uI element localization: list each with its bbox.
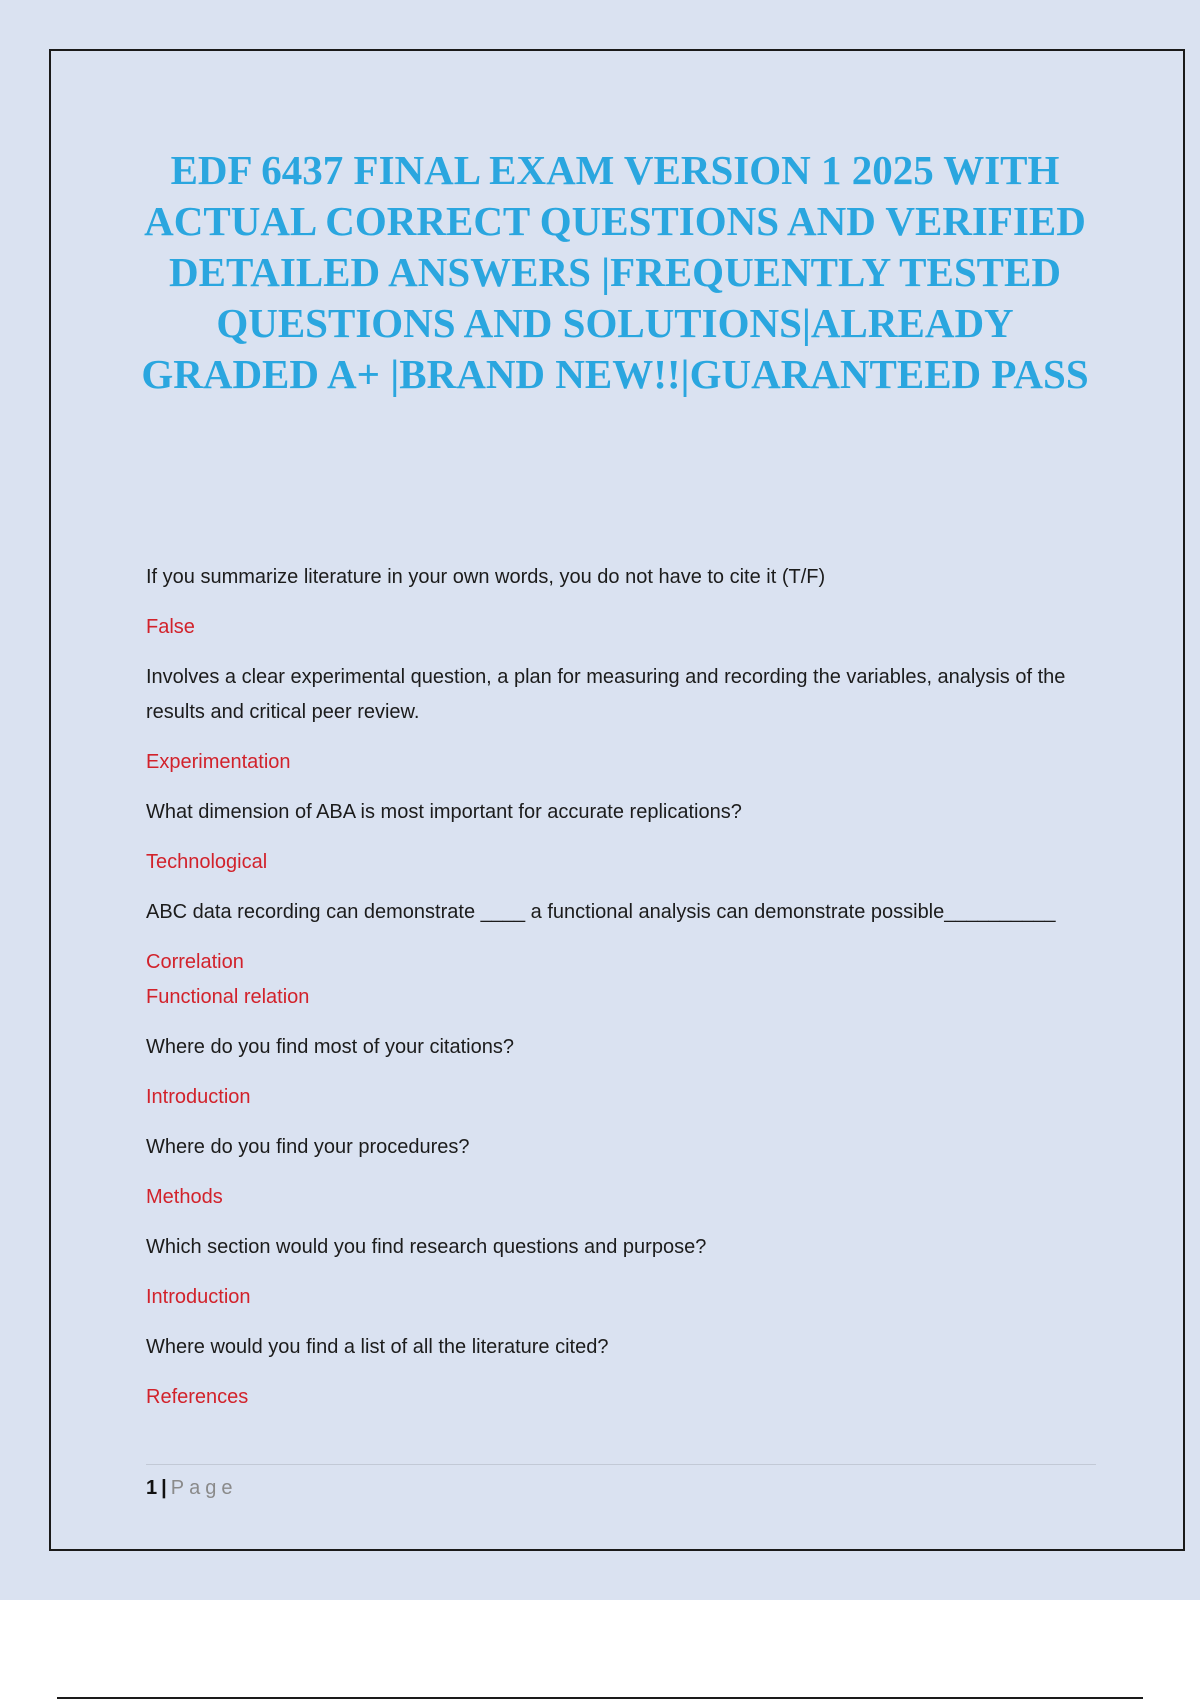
question-4: ABC data recording can demonstrate ____ a functional analysis can demonstrate possible__________ bbox=[146, 901, 1056, 923]
answer-4-line-2: Functional relation bbox=[146, 986, 310, 1008]
answer-1: False bbox=[146, 616, 195, 638]
question-1: If you summarize literature in your own words, you do not have to cite it (T/F) bbox=[146, 566, 826, 588]
bottom-divider bbox=[57, 1697, 1143, 1699]
page-footer bbox=[146, 1464, 1096, 1500]
answer-7: Introduction bbox=[146, 1286, 251, 1308]
document-title: EDF 6437 FINAL EXAM VERSION 1 2025 WITH ACTUAL CORRECT QUESTIONS AND VERIFIED DETAILED ANSWERS |FREQUENTLY TESTED QUESTIONS AND SOLUTIONS|ALREADY GRADED A+ |BRAND NEW!!|GUARANTEED PASS bbox=[141, 147, 1089, 397]
answer-8: References bbox=[146, 1386, 249, 1408]
question-8: Where would you find a list of all the literature cited? bbox=[146, 1336, 609, 1358]
answer-4 bbox=[146, 945, 1066, 1015]
answer-3: Technological bbox=[146, 851, 268, 873]
answer-5: Introduction bbox=[146, 1086, 251, 1108]
question-3: What dimension of ABA is most important for accurate replications? bbox=[146, 801, 742, 823]
answer-6: Methods bbox=[146, 1186, 223, 1208]
footer-separator: | bbox=[161, 1477, 167, 1499]
question-7: Which section would you find research questions and purpose? bbox=[146, 1236, 707, 1258]
page-number: 1 bbox=[146, 1477, 158, 1499]
question-6: Where do you find your procedures? bbox=[146, 1136, 470, 1158]
qa-list bbox=[146, 560, 1066, 1430]
answer-4-line-1: Correlation bbox=[146, 951, 244, 973]
question-2: Involves a clear experimental question, a plan for measuring and recording the variables, analysis of the results and critical peer review. bbox=[146, 666, 1066, 723]
page-label: Page bbox=[170, 1477, 238, 1499]
answer-2: Experimentation bbox=[146, 751, 291, 773]
question-5: Where do you find most of your citations? bbox=[146, 1036, 514, 1058]
